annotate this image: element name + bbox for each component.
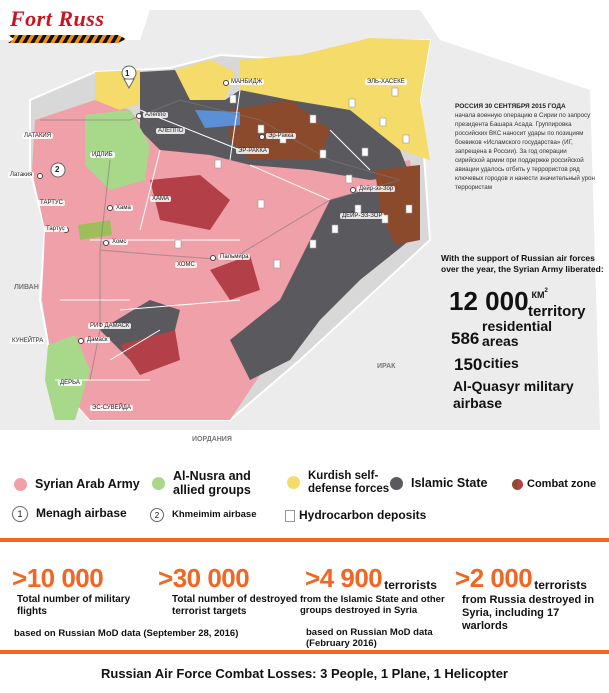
russian-info-title: РОССИЯ 30 СЕНТЯБРЯ 2015 ГОДА bbox=[455, 103, 566, 110]
legend-nusra bbox=[152, 470, 273, 498]
areas-label: residential areas bbox=[482, 318, 553, 349]
stat-targets bbox=[158, 563, 249, 594]
legend-islamic-state-swatch bbox=[390, 477, 403, 490]
territory-label: territory bbox=[528, 303, 586, 320]
stat-russia-prefix: > bbox=[455, 563, 470, 593]
label-aleppo-city: Алеппо bbox=[145, 112, 166, 118]
legend-kurdish bbox=[287, 470, 400, 495]
legend-kurdish-swatch bbox=[287, 476, 300, 489]
legend-hydrocarbon-label: Hydrocarbon deposits bbox=[299, 508, 427, 522]
label-deir-city: Дейр-эз-Зор bbox=[359, 186, 394, 192]
stat-flights-label: Total number of military flights bbox=[17, 594, 131, 617]
label-palmyra: Пальмира bbox=[220, 254, 249, 260]
label-quneitra: КУНЕЙТРА bbox=[12, 338, 44, 344]
label-idlib: ИДЛИБ bbox=[92, 152, 113, 158]
label-damascus: Дамаск bbox=[87, 337, 108, 343]
label-lebanon: ЛИВАН bbox=[14, 284, 39, 291]
stat-flights bbox=[12, 563, 103, 594]
airbase-liberated-label: Al-Quasyr military airbase bbox=[453, 378, 574, 411]
label-rif-damascus: РИФ ДАМАСК bbox=[90, 323, 130, 329]
legend-khmeimim bbox=[150, 508, 256, 522]
legend-combat-zone bbox=[512, 478, 596, 490]
liberated-heading: With the support of Russian air forces over the year, the Syrian Army liberated: bbox=[441, 253, 604, 274]
legend-combat-zone-label: Combat zone bbox=[527, 478, 597, 490]
cities-label: cities bbox=[483, 355, 519, 371]
legend-syrian-army-label: Syrian Arab Army bbox=[35, 477, 140, 491]
stat-russia bbox=[455, 563, 587, 594]
legend-menagh-label: Menagh airbase bbox=[36, 506, 127, 521]
stat-is-label: from the Islamic State and other groups destroyed in Syria bbox=[300, 594, 445, 617]
label-homs-city: Хомс bbox=[112, 239, 127, 245]
label-raqqa-province: ЭР-РАККА bbox=[238, 148, 267, 154]
stat-flights-prefix: > bbox=[12, 563, 27, 593]
stat-targets-prefix: > bbox=[158, 563, 173, 593]
label-jordan: ИОРДАНИЯ bbox=[192, 436, 232, 443]
fort-russ-logo: Fort Russ bbox=[10, 6, 105, 31]
label-hama-province: ХАМА bbox=[152, 196, 170, 202]
territory-value: 12 000 bbox=[449, 286, 529, 316]
label-tartus-city: Тартус bbox=[46, 226, 65, 232]
legend-combat-zone-swatch bbox=[512, 479, 523, 490]
stat-russia-suffix: terrorists bbox=[534, 578, 587, 592]
orange-divider-bottom bbox=[0, 650, 609, 654]
orange-divider-top bbox=[0, 538, 609, 542]
label-iraq: ИРАК bbox=[377, 363, 396, 370]
st-george-ribbon-icon bbox=[8, 33, 126, 45]
label-deir-province: ДЕЙР-ЭЗ-ЗОР bbox=[342, 213, 383, 219]
legend-islamic-state-label: Islamic State bbox=[411, 476, 488, 490]
label-homs-province: ХОМС bbox=[177, 262, 195, 268]
combat-losses: Russian Air Force Combat Losses: 3 People, 1 Plane, 1 Helicopter bbox=[101, 666, 508, 681]
legend-hydrocarbon bbox=[285, 509, 426, 522]
label-latakia-city: Латакия bbox=[10, 172, 33, 178]
legend-menagh bbox=[12, 506, 127, 522]
label-manbij: МАНБИДЖ bbox=[231, 79, 263, 85]
label-daraa: ДЕРЬА bbox=[60, 380, 80, 386]
label-aleppo-province: АЛЕППО bbox=[158, 128, 184, 134]
legend-khmeimim-icon: 2 bbox=[150, 508, 164, 522]
source-note-1: based on Russian MoD data (September 28, 2016) bbox=[14, 628, 239, 639]
stat-is bbox=[305, 563, 437, 594]
hydrocarbon-icon bbox=[285, 510, 295, 522]
legend-syrian-army-swatch bbox=[14, 478, 27, 491]
source-note-2: based on Russian MoD data (February 2016) bbox=[306, 627, 433, 649]
legend-syrian-army bbox=[14, 478, 140, 492]
label-tartus-province: ТАРТУС bbox=[40, 200, 64, 206]
territory-exponent: 2 bbox=[544, 288, 548, 294]
label-hasakah: ЭЛЬ-ХАСЕКЕ bbox=[367, 79, 405, 85]
legend-kurdish-label: Kurdish self-defense forces bbox=[308, 470, 390, 495]
stat-targets-value: 30 000 bbox=[172, 563, 250, 593]
legend-islamic-state bbox=[390, 477, 487, 491]
stat-is-value: 4 900 bbox=[319, 563, 383, 593]
stat-russia-label: from Russia destroyed in Syria, including 17 warlords bbox=[462, 594, 595, 633]
territory-unit: КМ bbox=[531, 290, 545, 300]
label-raqqa-city: Эр-Ракка bbox=[268, 133, 294, 139]
label-latakia-province: ЛАТАКИЯ bbox=[24, 133, 52, 139]
legend-khmeimim-label: Khmeimim airbase bbox=[172, 508, 257, 520]
khmeimim-marker-label: 2 bbox=[55, 165, 60, 174]
legend-nusra-swatch bbox=[152, 477, 165, 490]
legend-nusra-label: Al-Nusra and allied groups bbox=[173, 469, 251, 497]
areas-value: 586 bbox=[451, 329, 480, 348]
stat-russia-value: 2 000 bbox=[469, 563, 533, 593]
stat-flights-value: 10 000 bbox=[26, 563, 104, 593]
stat-is-prefix: > bbox=[305, 563, 320, 593]
menagh-marker-label: 1 bbox=[125, 69, 130, 78]
russian-info-body: начала военную операцию в Сирии по запросу президента Башара Асада. Группировка российских ВКС наносит удары по позициям боевиков «Исламского государства» (ИГ, запрещена в России). За год операции сирийской армии при поддержке российской авиации удалось отбить у террористов ряд ключевых городов и нанести значительный урон террористам bbox=[455, 112, 595, 191]
label-hama-city: Хама bbox=[116, 205, 131, 211]
stat-is-suffix: terrorists bbox=[384, 578, 437, 592]
cities-value: 150 bbox=[454, 355, 483, 374]
legend-menagh-icon: 1 bbox=[12, 506, 28, 522]
stat-targets-label: Total number of destroyed terrorist targets bbox=[172, 594, 298, 617]
label-sweida: ЭС-СУВЕЙДА bbox=[92, 405, 131, 411]
